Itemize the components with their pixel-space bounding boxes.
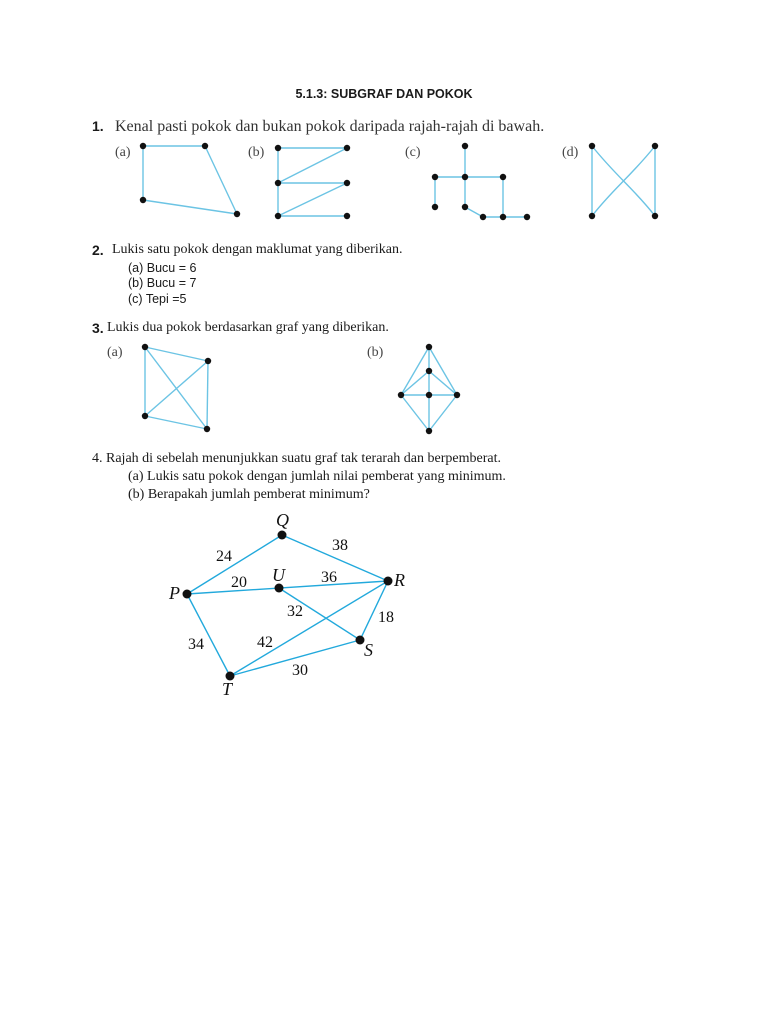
weight-rt: 42 (257, 634, 273, 651)
q3-number: 3. (92, 320, 104, 336)
q4-line3: (b) Berapakah jumlah pemberat minimum? (128, 487, 370, 502)
vertex-label-t: T (222, 679, 233, 699)
q1-label-b: (b) (248, 145, 265, 160)
vertex-label-q: Q (276, 510, 289, 530)
vertex-label-p: P (169, 583, 180, 603)
vertex-r (384, 577, 393, 586)
q3-text: Lukis dua pokok berdasarkan graf yang diberikan. (107, 320, 389, 335)
q3-label-a: (a) (107, 345, 123, 360)
weight-rs: 18 (378, 609, 394, 626)
weight-pq: 24 (216, 548, 232, 565)
weight-ur: 36 (321, 569, 337, 586)
q4-line1: 4. Rajah di sebelah menunjukkan suatu graf tak terarah dan berpemberat. (92, 451, 501, 466)
vertex-label-s: S (364, 640, 373, 660)
q1-label-a: (a) (115, 145, 131, 160)
q2-text: Lukis satu pokok dengan maklumat yang diberikan. (112, 242, 403, 257)
page-title: 5.1.3: SUBGRAF DAN POKOK (295, 87, 473, 101)
vertex-label-u: U (272, 565, 285, 585)
weight-pt: 34 (188, 636, 204, 653)
vertex-q (278, 531, 287, 540)
edge-rt (230, 581, 388, 676)
vertex-p (183, 590, 192, 599)
q1-label-d: (d) (562, 145, 579, 160)
vertex-label-r: R (394, 570, 405, 590)
q2-item-c: (c) Tepi =5 (128, 292, 187, 306)
weight-qr: 38 (332, 537, 348, 554)
q1-number: 1. (92, 118, 104, 134)
weight-ts: 30 (292, 662, 308, 679)
q2-item-a: (a) Bucu = 6 (128, 261, 197, 275)
edge-pr (187, 581, 388, 594)
q2-item-b: (b) Bucu = 7 (128, 276, 197, 290)
q4-line2: (a) Lukis satu pokok dengan jumlah nilai pemberat yang minimum. (128, 469, 506, 484)
q1-text: Kenal pasti pokok dan bukan pokok daripada rajah-rajah di bawah. (115, 118, 545, 135)
q2-number: 2. (92, 242, 104, 258)
q3-label-b: (b) (367, 345, 384, 360)
weight-us: 32 (287, 603, 303, 620)
weight-pu: 20 (231, 574, 247, 591)
q1-label-c: (c) (405, 145, 421, 160)
edge-pt (187, 594, 230, 676)
